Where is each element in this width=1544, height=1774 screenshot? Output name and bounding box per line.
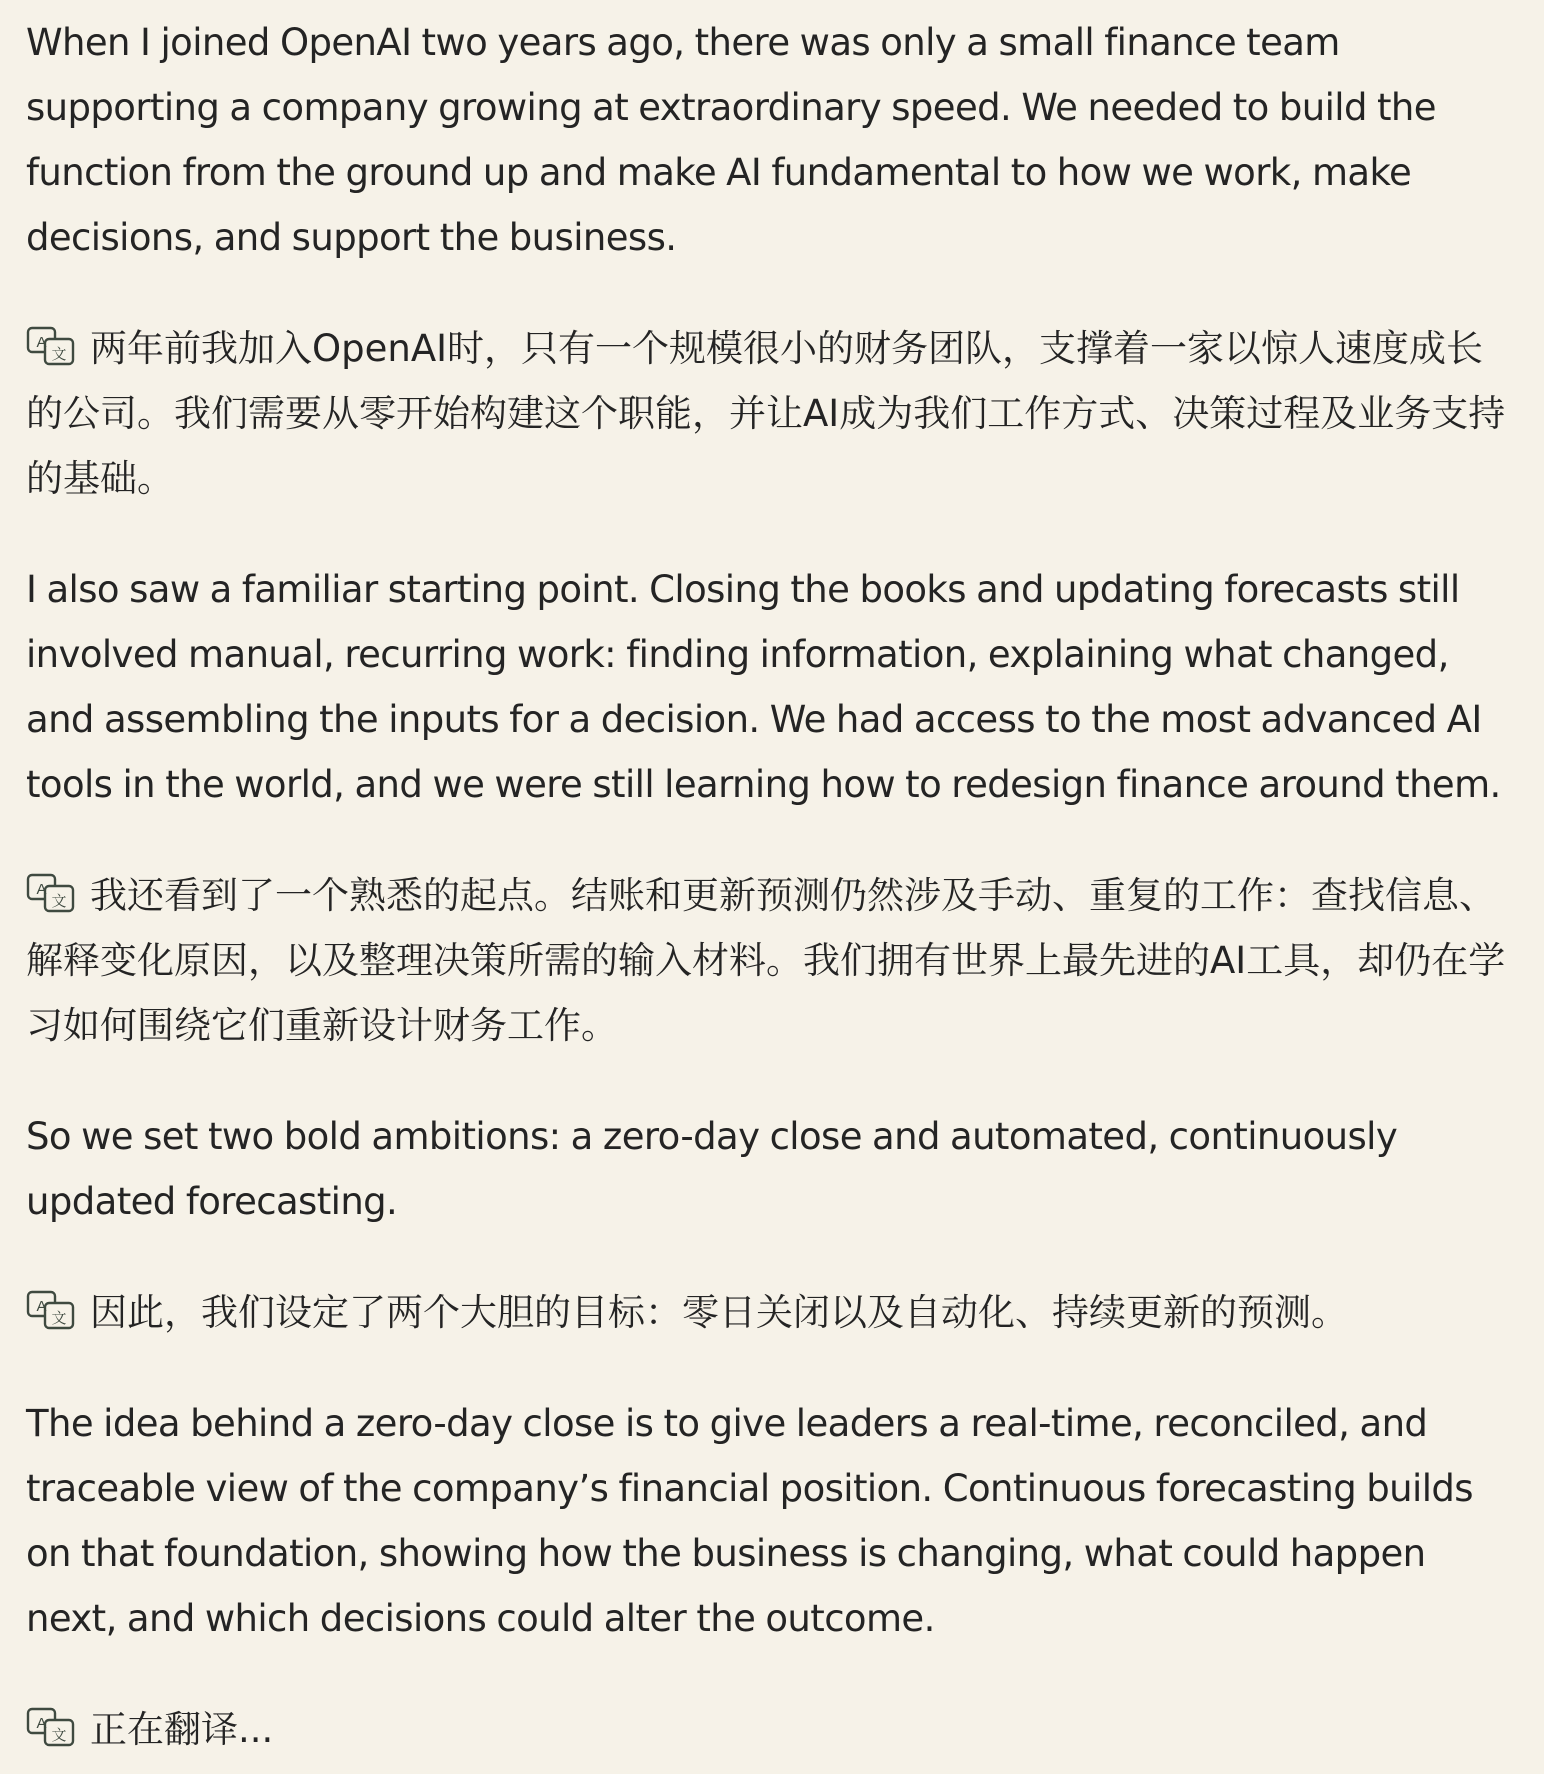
svg-text:A: A (36, 881, 47, 898)
translating-status: 正在翻译... (90, 1708, 274, 1751)
paragraph-original-1: When I joined OpenAI two years ago, there was only a small finance team supporting a company growing at extraordinary speed. We needed to build the function from the ground up and make AI fundamental to how we work, make decisions, and support the business. (26, 21, 1436, 259)
paragraph-translation-3 (26, 1280, 1518, 1345)
paragraph-translation-1 (26, 316, 1518, 511)
translation-text: 两年前我加入OpenAI时，只有一个规模很小的财务团队，支撑着一家以惊人速度成长的公司。我们需要从零开始构建这个职能，并让AI成为我们工作方式、决策过程及业务支持的基础。 (26, 327, 1506, 500)
paragraph-original-3: So we set two bold ambitions: a zero-day close and automated, continuously updated forecasting. (26, 1115, 1398, 1223)
translation-text: 我还看到了一个熟悉的起点。结账和更新预测仍然涉及手动、重复的工作：查找信息、解释变化原因，以及整理决策所需的输入材料。我们拥有世界上最先进的AI工具，却仍在学习如何围绕它们重新设计财务工作。 (26, 874, 1506, 1047)
paragraph-translation-4 (26, 1697, 1518, 1762)
translate-icon[interactable] (26, 873, 76, 913)
paragraph-original-4: The idea behind a zero-day close is to give leaders a real-time, reconciled, and traceable view of the company’s financial position. Continuous forecasting builds on that foundation, showing how the business is changing, what could happen next, and which decisions could alter the outcome. (26, 1402, 1473, 1640)
paragraph-translation-2 (26, 863, 1518, 1058)
translate-icon[interactable] (26, 326, 76, 366)
paragraph-original-2: I also saw a familiar starting point. Closing the books and updating forecasts still involved manual, recurring work: finding information, explaining what changed, and assembling the inputs for a decision. We had access to the most advanced AI tools in the world, and we were still learning how to redesign finance around them. (26, 568, 1501, 806)
svg-text:A: A (36, 1715, 47, 1732)
svg-text:A: A (36, 1298, 47, 1315)
svg-text:文: 文 (51, 345, 67, 363)
svg-text:文: 文 (51, 892, 67, 910)
svg-text:文: 文 (51, 1726, 67, 1744)
translate-icon[interactable] (26, 1707, 76, 1747)
translation-text: 因此，我们设定了两个大胆的目标：零日关闭以及自动化、持续更新的预测。 (90, 1291, 1348, 1334)
translate-icon[interactable] (26, 1290, 76, 1330)
svg-text:A: A (36, 334, 47, 351)
svg-text:文: 文 (51, 1309, 67, 1327)
